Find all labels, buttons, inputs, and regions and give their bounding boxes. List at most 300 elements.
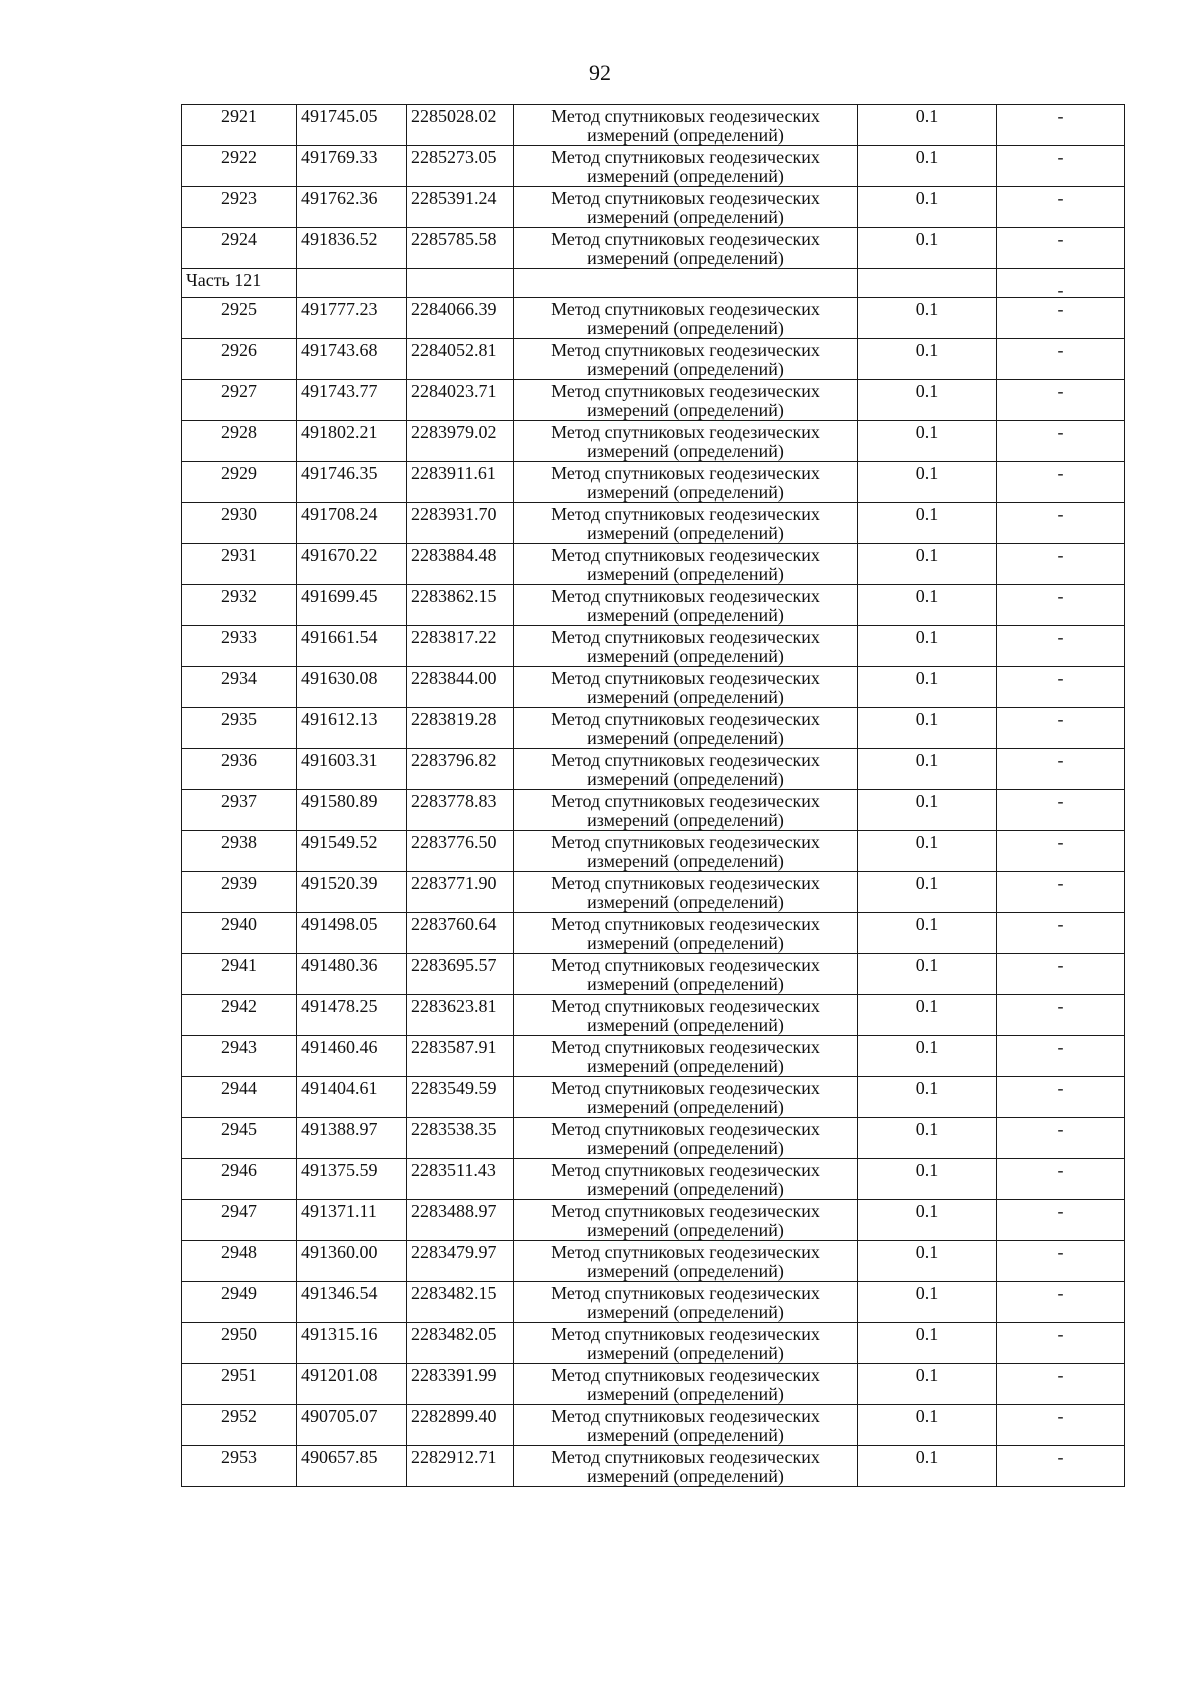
table-row <box>182 1118 1125 1159</box>
method-line-1: Метод спутниковых геодезических <box>551 914 820 934</box>
method-line-2: измерений (определений) <box>587 1466 784 1486</box>
method-cell <box>514 1323 858 1364</box>
x-coordinate-cell: 491404.61 <box>297 1077 407 1118</box>
method-cell <box>514 995 858 1036</box>
method-line-2: измерений (определений) <box>587 687 784 707</box>
y-coordinate-cell: 2283884.48 <box>407 544 514 585</box>
method-line-1: Метод спутниковых геодезических <box>551 1037 820 1057</box>
y-coordinate-cell: 2284052.81 <box>407 339 514 380</box>
method-line-2: измерений (определений) <box>587 933 784 953</box>
note-cell: - <box>997 503 1125 544</box>
method-line-2: измерений (определений) <box>587 1343 784 1363</box>
point-number-cell: 2933 <box>182 626 297 667</box>
note-cell: - <box>997 421 1125 462</box>
method-line-1: Метод спутниковых геодезических <box>551 504 820 524</box>
point-number-cell: 2942 <box>182 995 297 1036</box>
coordinates-table-body <box>182 105 1125 1487</box>
method-cell <box>514 228 858 269</box>
x-coordinate-cell: 490705.07 <box>297 1405 407 1446</box>
method-line-2: измерений (определений) <box>587 1179 784 1199</box>
method-line-2: измерений (определений) <box>587 400 784 420</box>
method-line-2: измерений (определений) <box>587 441 784 461</box>
x-coordinate-cell: 491315.16 <box>297 1323 407 1364</box>
method-line-2: измерений (определений) <box>587 646 784 666</box>
y-coordinate-cell: 2283844.00 <box>407 667 514 708</box>
x-coordinate-cell: 491478.25 <box>297 995 407 1036</box>
method-cell <box>514 380 858 421</box>
note-cell: - <box>997 995 1125 1036</box>
method-cell <box>514 708 858 749</box>
table-row <box>182 954 1125 995</box>
point-number-cell: 2926 <box>182 339 297 380</box>
method-line-1: Метод спутниковых геодезических <box>551 545 820 565</box>
method-line-1: Метод спутниковых геодезических <box>551 586 820 606</box>
x-coordinate-cell: 491371.11 <box>297 1200 407 1241</box>
x-coordinate-cell: 490657.85 <box>297 1446 407 1487</box>
method-line-2: измерений (определений) <box>587 564 784 584</box>
method-line-1: Метод спутниковых геодезических <box>551 1283 820 1303</box>
method-cell <box>514 913 858 954</box>
method-cell <box>514 626 858 667</box>
y-coordinate-cell: 2283479.97 <box>407 1241 514 1282</box>
note-cell: - <box>997 146 1125 187</box>
x-coordinate-cell: 491549.52 <box>297 831 407 872</box>
table-row <box>182 708 1125 749</box>
point-number-cell: 2921 <box>182 105 297 146</box>
y-coordinate-cell: 2283819.28 <box>407 708 514 749</box>
method-line-1: Метод спутниковых геодезических <box>551 1078 820 1098</box>
method-line-2: измерений (определений) <box>587 1097 784 1117</box>
table-row <box>182 749 1125 790</box>
y-coordinate-cell: 2283979.02 <box>407 421 514 462</box>
accuracy-cell: 0.1 <box>858 462 997 503</box>
page-number: 92 <box>589 60 611 85</box>
method-line-2: измерений (определений) <box>587 318 784 338</box>
point-number-cell: 2940 <box>182 913 297 954</box>
note-cell: - <box>997 1405 1125 1446</box>
method-line-2: измерений (определений) <box>587 482 784 502</box>
note-cell: - <box>997 462 1125 503</box>
x-coordinate-cell: 491769.33 <box>297 146 407 187</box>
table-row <box>182 1282 1125 1323</box>
method-cell <box>514 1282 858 1323</box>
method-line-2: измерений (определений) <box>587 728 784 748</box>
note-cell: - <box>997 1118 1125 1159</box>
method-line-2: измерений (определений) <box>587 359 784 379</box>
note-cell: - <box>997 1200 1125 1241</box>
accuracy-cell: 0.1 <box>858 298 997 339</box>
method-line-2: измерений (определений) <box>587 248 784 268</box>
note-cell: - <box>997 749 1125 790</box>
note-cell: - <box>997 1282 1125 1323</box>
note-cell: - <box>997 105 1125 146</box>
point-number-cell: 2922 <box>182 146 297 187</box>
method-line-1: Метод спутниковых геодезических <box>551 1160 820 1180</box>
point-number-cell: 2923 <box>182 187 297 228</box>
method-line-2: измерений (определений) <box>587 605 784 625</box>
accuracy-cell: 0.1 <box>858 105 997 146</box>
note-cell: - <box>997 298 1125 339</box>
accuracy-cell: 0.1 <box>858 228 997 269</box>
x-coordinate-cell: 491708.24 <box>297 503 407 544</box>
method-line-1: Метод спутниковых геодезических <box>551 381 820 401</box>
method-line-1: Метод спутниковых геодезических <box>551 422 820 442</box>
x-coordinate-cell: 491346.54 <box>297 1282 407 1323</box>
point-number-cell: 2943 <box>182 1036 297 1077</box>
accuracy-cell: 0.1 <box>858 831 997 872</box>
table-row <box>182 544 1125 585</box>
note-cell: - <box>997 1159 1125 1200</box>
point-number-cell: 2938 <box>182 831 297 872</box>
note-cell: - <box>997 667 1125 708</box>
method-cell <box>514 1200 858 1241</box>
y-coordinate-cell: 2283482.05 <box>407 1323 514 1364</box>
x-coordinate-cell: 491360.00 <box>297 1241 407 1282</box>
note-cell: - <box>997 1446 1125 1487</box>
x-coordinate-cell: 491661.54 <box>297 626 407 667</box>
table-row <box>182 1446 1125 1487</box>
x-coordinate-cell: 491603.31 <box>297 749 407 790</box>
y-coordinate-cell: 2283796.82 <box>407 749 514 790</box>
note-cell: - <box>997 269 1125 298</box>
x-coordinate-cell: 491388.97 <box>297 1118 407 1159</box>
x-coordinate-cell: 491630.08 <box>297 667 407 708</box>
point-number-cell: 2953 <box>182 1446 297 1487</box>
table-row <box>182 1364 1125 1405</box>
point-number-cell: 2925 <box>182 298 297 339</box>
method-line-1: Метод спутниковых геодезических <box>551 1201 820 1221</box>
y-coordinate-cell: 2283776.50 <box>407 831 514 872</box>
method-cell <box>514 667 858 708</box>
method-line-1: Метод спутниковых геодезических <box>551 832 820 852</box>
accuracy-cell: 0.1 <box>858 503 997 544</box>
method-line-1: Метод спутниковых геодезических <box>551 299 820 319</box>
accuracy-cell: 0.1 <box>858 146 997 187</box>
note-cell: - <box>997 544 1125 585</box>
method-line-1: Метод спутниковых геодезических <box>551 750 820 770</box>
table-row <box>182 1323 1125 1364</box>
point-number-cell: 2948 <box>182 1241 297 1282</box>
y-coordinate-cell: 2283695.57 <box>407 954 514 995</box>
method-cell <box>514 146 858 187</box>
x-coordinate-cell: 491802.21 <box>297 421 407 462</box>
table-row <box>182 298 1125 339</box>
method-line-1: Метод спутниковых геодезических <box>551 106 820 126</box>
y-coordinate-cell: 2283488.97 <box>407 1200 514 1241</box>
point-number-cell: 2946 <box>182 1159 297 1200</box>
y-coordinate-cell: 2285028.02 <box>407 105 514 146</box>
method-line-2: измерений (определений) <box>587 1138 784 1158</box>
method-cell <box>514 339 858 380</box>
table-row <box>182 872 1125 913</box>
point-number-cell: 2951 <box>182 1364 297 1405</box>
note-cell: - <box>997 708 1125 749</box>
table-row <box>182 503 1125 544</box>
empty-cell <box>514 269 858 298</box>
method-line-2: измерений (определений) <box>587 166 784 186</box>
accuracy-cell: 0.1 <box>858 544 997 585</box>
method-cell <box>514 462 858 503</box>
x-coordinate-cell: 491498.05 <box>297 913 407 954</box>
method-line-2: измерений (определений) <box>587 523 784 543</box>
method-line-2: измерений (определений) <box>587 810 784 830</box>
point-number-cell: 2932 <box>182 585 297 626</box>
method-cell <box>514 1241 858 1282</box>
accuracy-cell: 0.1 <box>858 1036 997 1077</box>
note-cell: - <box>997 831 1125 872</box>
note-cell: - <box>997 954 1125 995</box>
note-cell: - <box>997 339 1125 380</box>
table-row <box>182 585 1125 626</box>
method-line-2: измерений (определений) <box>587 1015 784 1035</box>
note-cell: - <box>997 872 1125 913</box>
x-coordinate-cell: 491745.05 <box>297 105 407 146</box>
method-line-1: Метод спутниковых геодезических <box>551 1365 820 1385</box>
method-line-2: измерений (определений) <box>587 1425 784 1445</box>
method-cell <box>514 790 858 831</box>
method-cell <box>514 1077 858 1118</box>
x-coordinate-cell: 491670.22 <box>297 544 407 585</box>
accuracy-cell: 0.1 <box>858 1364 997 1405</box>
accuracy-cell: 0.1 <box>858 708 997 749</box>
accuracy-cell: 0.1 <box>858 913 997 954</box>
x-coordinate-cell: 491580.89 <box>297 790 407 831</box>
x-coordinate-cell: 491480.36 <box>297 954 407 995</box>
x-coordinate-cell: 491762.36 <box>297 187 407 228</box>
method-line-1: Метод спутниковых геодезических <box>551 1324 820 1344</box>
table-row <box>182 995 1125 1036</box>
method-cell <box>514 1364 858 1405</box>
x-coordinate-cell: 491460.46 <box>297 1036 407 1077</box>
x-coordinate-cell: 491743.77 <box>297 380 407 421</box>
accuracy-cell: 0.1 <box>858 1323 997 1364</box>
point-number-cell: 2934 <box>182 667 297 708</box>
method-line-1: Метод спутниковых геодезических <box>551 1119 820 1139</box>
method-line-2: измерений (определений) <box>587 769 784 789</box>
method-line-2: измерений (определений) <box>587 1261 784 1281</box>
accuracy-cell: 0.1 <box>858 380 997 421</box>
table-row <box>182 1200 1125 1241</box>
table-row <box>182 790 1125 831</box>
method-cell <box>514 105 858 146</box>
point-number-cell: 2930 <box>182 503 297 544</box>
method-cell <box>514 1446 858 1487</box>
y-coordinate-cell: 2283760.64 <box>407 913 514 954</box>
note-cell: - <box>997 1036 1125 1077</box>
point-number-cell: 2924 <box>182 228 297 269</box>
accuracy-cell: 0.1 <box>858 954 997 995</box>
method-line-1: Метод спутниковых геодезических <box>551 955 820 975</box>
accuracy-cell: 0.1 <box>858 626 997 667</box>
table-row <box>182 1077 1125 1118</box>
y-coordinate-cell: 2285391.24 <box>407 187 514 228</box>
empty-cell <box>407 269 514 298</box>
point-number-cell: 2929 <box>182 462 297 503</box>
method-line-2: измерений (определений) <box>587 1302 784 1322</box>
method-line-1: Метод спутниковых геодезических <box>551 1406 820 1426</box>
y-coordinate-cell: 2283482.15 <box>407 1282 514 1323</box>
y-coordinate-cell: 2284066.39 <box>407 298 514 339</box>
note-cell: - <box>997 1077 1125 1118</box>
x-coordinate-cell: 491612.13 <box>297 708 407 749</box>
y-coordinate-cell: 2285273.05 <box>407 146 514 187</box>
table-row <box>182 626 1125 667</box>
method-line-1: Метод спутниковых геодезических <box>551 709 820 729</box>
accuracy-cell: 0.1 <box>858 1405 997 1446</box>
method-line-1: Метод спутниковых геодезических <box>551 1242 820 1262</box>
accuracy-cell: 0.1 <box>858 585 997 626</box>
table-row <box>182 1036 1125 1077</box>
note-cell: - <box>997 913 1125 954</box>
method-cell <box>514 1405 858 1446</box>
accuracy-cell: 0.1 <box>858 1200 997 1241</box>
y-coordinate-cell: 2283549.59 <box>407 1077 514 1118</box>
method-cell <box>514 1159 858 1200</box>
point-number-cell: 2944 <box>182 1077 297 1118</box>
note-cell: - <box>997 228 1125 269</box>
point-number-cell: 2950 <box>182 1323 297 1364</box>
x-coordinate-cell: 491743.68 <box>297 339 407 380</box>
table-row <box>182 1241 1125 1282</box>
y-coordinate-cell: 2284023.71 <box>407 380 514 421</box>
table-row <box>182 339 1125 380</box>
accuracy-cell: 0.1 <box>858 667 997 708</box>
point-number-cell: 2939 <box>182 872 297 913</box>
point-number-cell: 2945 <box>182 1118 297 1159</box>
part-header-row <box>182 269 1125 298</box>
point-number-cell: 2941 <box>182 954 297 995</box>
note-cell: - <box>997 790 1125 831</box>
x-coordinate-cell: 491777.23 <box>297 298 407 339</box>
y-coordinate-cell: 2283771.90 <box>407 872 514 913</box>
accuracy-cell: 0.1 <box>858 1159 997 1200</box>
method-cell <box>514 1118 858 1159</box>
point-number-cell: 2952 <box>182 1405 297 1446</box>
table-row <box>182 105 1125 146</box>
method-cell <box>514 1036 858 1077</box>
accuracy-cell: 0.1 <box>858 421 997 462</box>
x-coordinate-cell: 491699.45 <box>297 585 407 626</box>
note-cell: - <box>997 1364 1125 1405</box>
method-cell <box>514 544 858 585</box>
method-cell <box>514 298 858 339</box>
accuracy-cell: 0.1 <box>858 790 997 831</box>
x-coordinate-cell: 491375.59 <box>297 1159 407 1200</box>
method-line-1: Метод спутниковых геодезических <box>551 996 820 1016</box>
point-number-cell: 2949 <box>182 1282 297 1323</box>
y-coordinate-cell: 2283511.43 <box>407 1159 514 1200</box>
y-coordinate-cell: 2283587.91 <box>407 1036 514 1077</box>
y-coordinate-cell: 2282912.71 <box>407 1446 514 1487</box>
method-line-1: Метод спутниковых геодезических <box>551 627 820 647</box>
method-cell <box>514 421 858 462</box>
y-coordinate-cell: 2283778.83 <box>407 790 514 831</box>
table-row <box>182 187 1125 228</box>
method-line-2: измерений (определений) <box>587 1056 784 1076</box>
coordinates-table <box>181 104 1125 1487</box>
method-cell <box>514 749 858 790</box>
method-line-2: измерений (определений) <box>587 1384 784 1404</box>
method-line-2: измерений (определений) <box>587 851 784 871</box>
accuracy-cell: 0.1 <box>858 1446 997 1487</box>
x-coordinate-cell: 491746.35 <box>297 462 407 503</box>
table-row <box>182 1159 1125 1200</box>
point-number-cell: 2936 <box>182 749 297 790</box>
method-cell <box>514 872 858 913</box>
method-cell <box>514 503 858 544</box>
accuracy-cell: 0.1 <box>858 1077 997 1118</box>
point-number-cell: 2947 <box>182 1200 297 1241</box>
method-line-1: Метод спутниковых геодезических <box>551 873 820 893</box>
accuracy-cell: 0.1 <box>858 1241 997 1282</box>
accuracy-cell: 0.1 <box>858 995 997 1036</box>
method-cell <box>514 187 858 228</box>
method-line-2: измерений (определений) <box>587 892 784 912</box>
note-cell: - <box>997 626 1125 667</box>
note-cell: - <box>997 585 1125 626</box>
method-line-2: измерений (определений) <box>587 974 784 994</box>
note-cell: - <box>997 187 1125 228</box>
point-number-cell: 2935 <box>182 708 297 749</box>
method-line-2: измерений (определений) <box>587 125 784 145</box>
table-row <box>182 462 1125 503</box>
method-line-1: Метод спутниковых геодезических <box>551 1447 820 1467</box>
y-coordinate-cell: 2283911.61 <box>407 462 514 503</box>
method-cell <box>514 585 858 626</box>
method-line-1: Метод спутниковых геодезических <box>551 463 820 483</box>
accuracy-cell: 0.1 <box>858 872 997 913</box>
y-coordinate-cell: 2285785.58 <box>407 228 514 269</box>
accuracy-cell: 0.1 <box>858 749 997 790</box>
part-label: Часть 121 <box>182 269 297 298</box>
x-coordinate-cell: 491520.39 <box>297 872 407 913</box>
method-cell <box>514 831 858 872</box>
y-coordinate-cell: 2283623.81 <box>407 995 514 1036</box>
accuracy-cell: 0.1 <box>858 339 997 380</box>
table-row <box>182 1405 1125 1446</box>
y-coordinate-cell: 2283391.99 <box>407 1364 514 1405</box>
empty-cell <box>297 269 407 298</box>
accuracy-cell: 0.1 <box>858 1118 997 1159</box>
y-coordinate-cell: 2283862.15 <box>407 585 514 626</box>
method-line-1: Метод спутниковых геодезических <box>551 147 820 167</box>
accuracy-cell: 0.1 <box>858 187 997 228</box>
table-row <box>182 228 1125 269</box>
y-coordinate-cell: 2283817.22 <box>407 626 514 667</box>
table-row <box>182 831 1125 872</box>
empty-cell <box>858 269 997 298</box>
point-number-cell: 2937 <box>182 790 297 831</box>
method-line-2: измерений (определений) <box>587 207 784 227</box>
y-coordinate-cell: 2283931.70 <box>407 503 514 544</box>
accuracy-cell: 0.1 <box>858 1282 997 1323</box>
table-row <box>182 913 1125 954</box>
table-row <box>182 380 1125 421</box>
point-number-cell: 2928 <box>182 421 297 462</box>
table-row <box>182 667 1125 708</box>
note-cell: - <box>997 1323 1125 1364</box>
point-number-cell: 2927 <box>182 380 297 421</box>
method-line-1: Метод спутниковых геодезических <box>551 668 820 688</box>
x-coordinate-cell: 491836.52 <box>297 228 407 269</box>
method-cell <box>514 954 858 995</box>
table-row <box>182 146 1125 187</box>
method-line-2: измерений (определений) <box>587 1220 784 1240</box>
point-number-cell: 2931 <box>182 544 297 585</box>
method-line-1: Метод спутниковых геодезических <box>551 791 820 811</box>
method-line-1: Метод спутниковых геодезических <box>551 340 820 360</box>
method-line-1: Метод спутниковых геодезических <box>551 188 820 208</box>
